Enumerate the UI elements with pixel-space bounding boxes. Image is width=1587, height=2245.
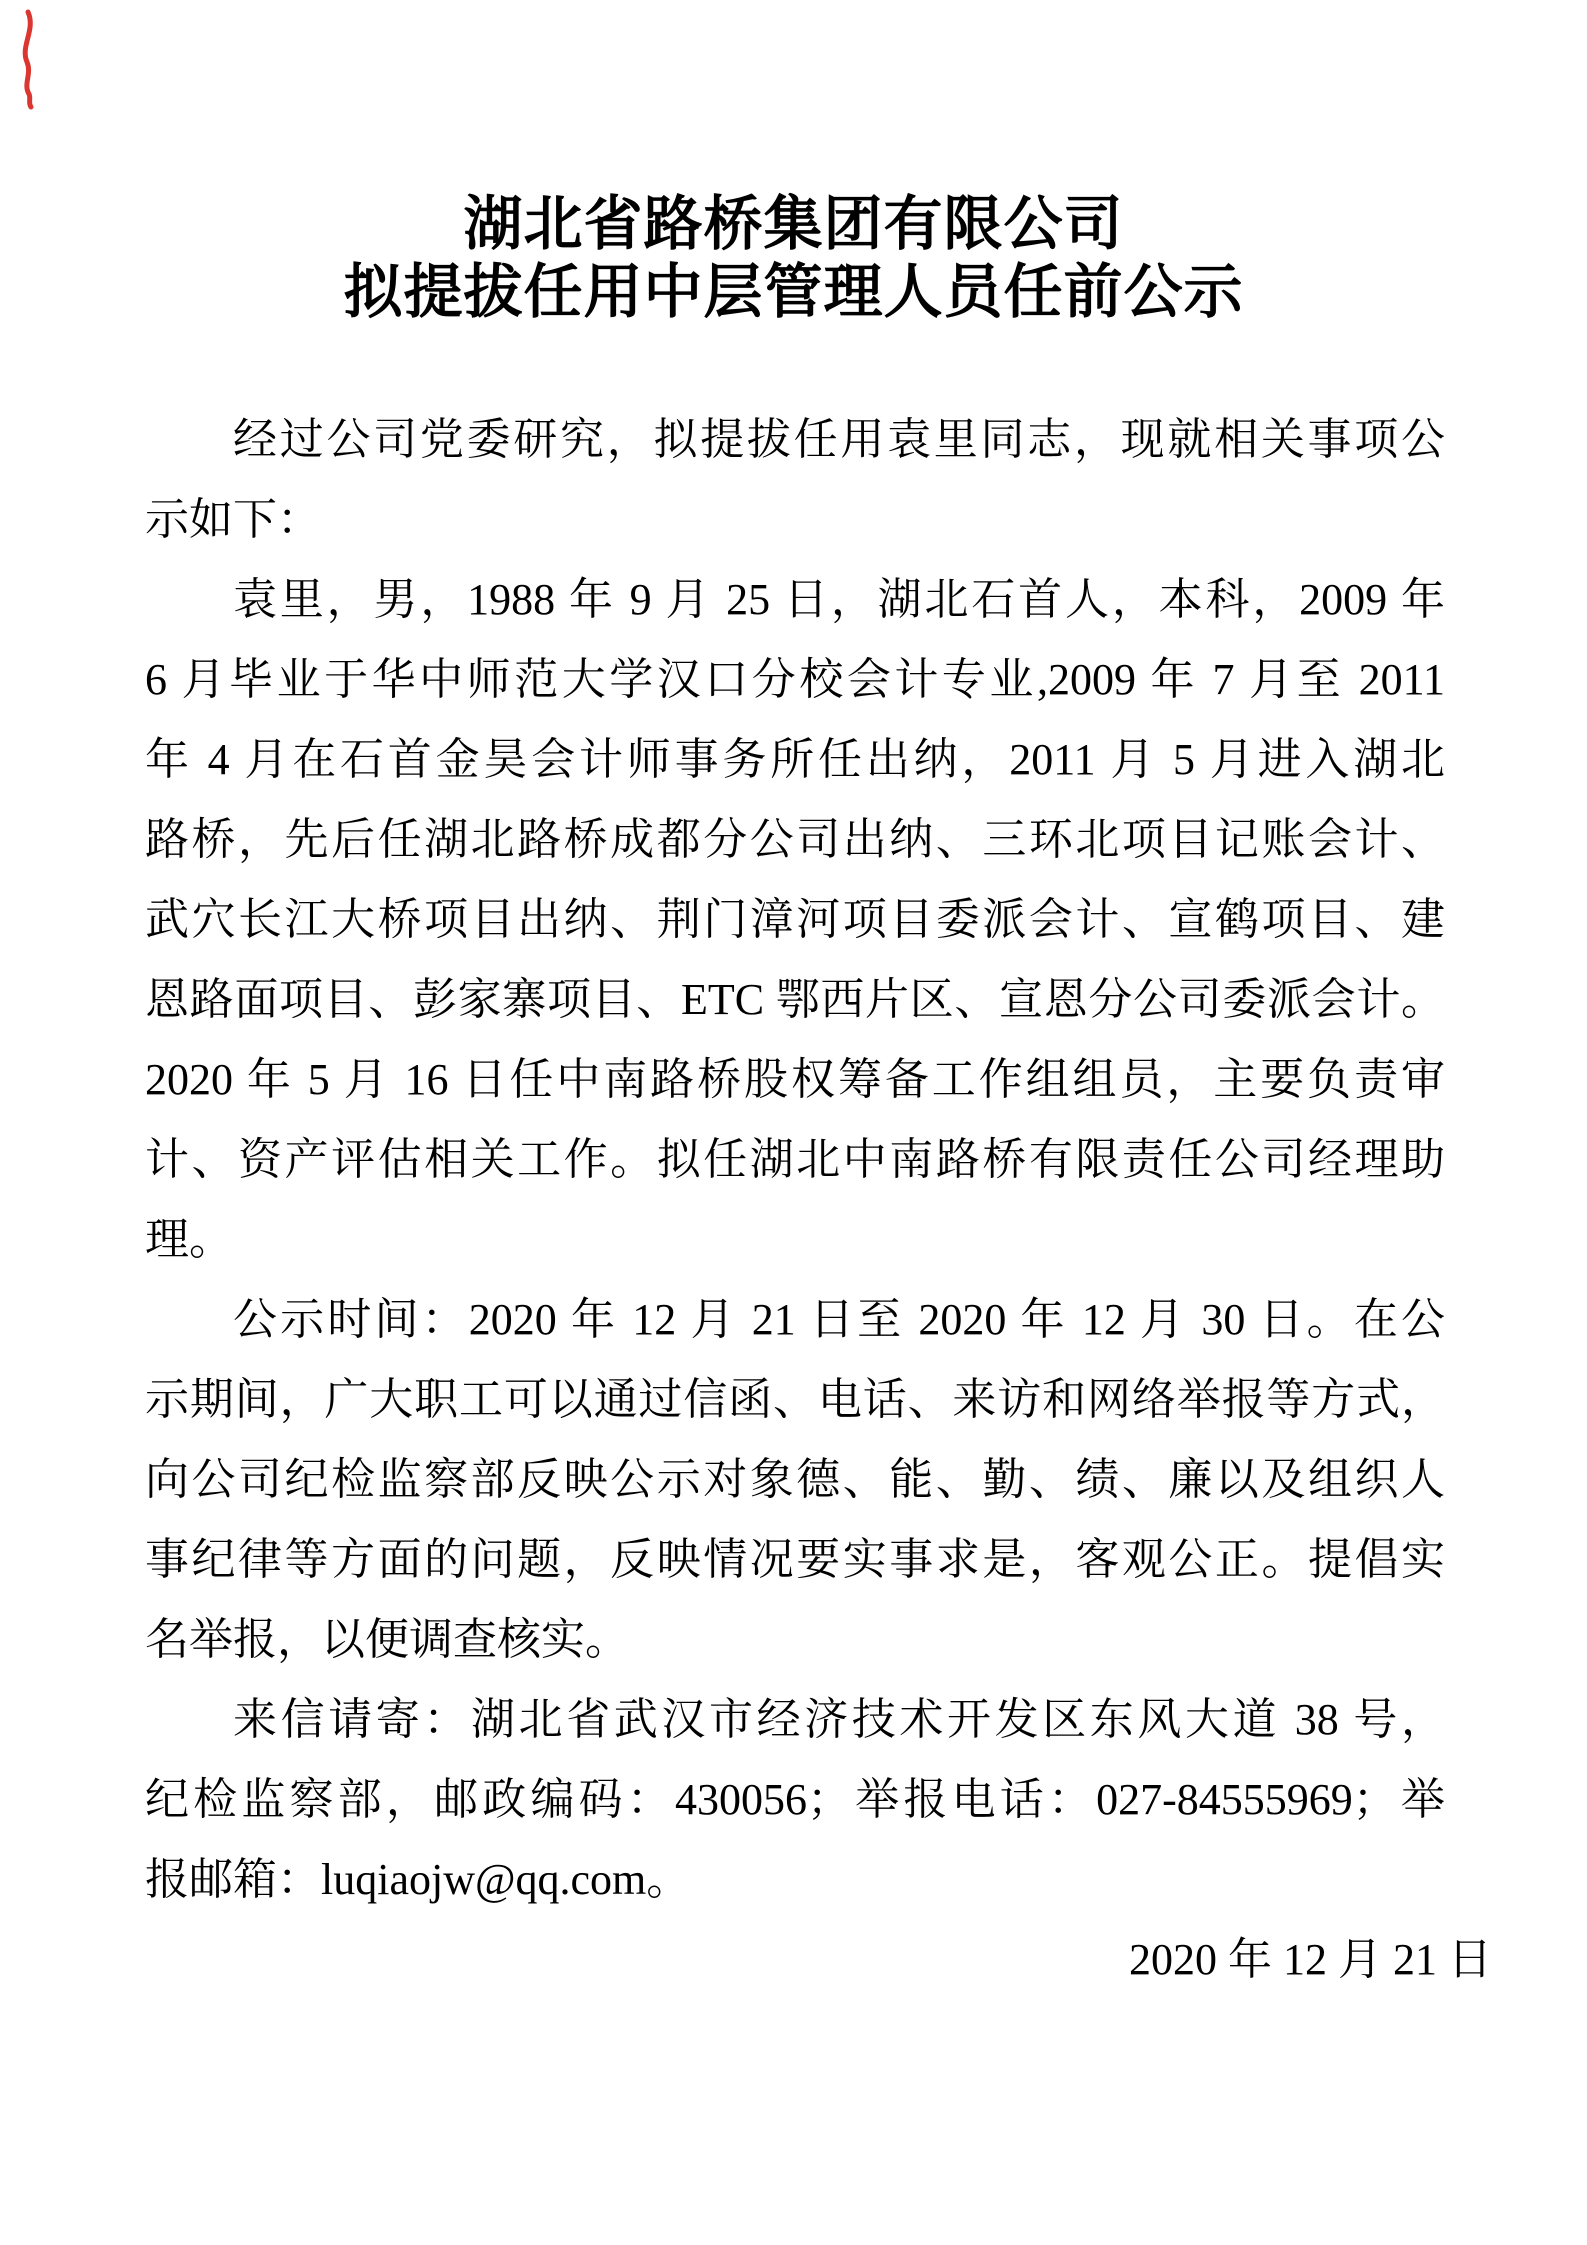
text-line: 计、资产评估相关工作。拟任湖北中南路桥有限责任公司经理助 <box>145 1135 1445 1184</box>
text-line: 年 4 月在石首金昊会计师事务所任出纳，2011 月 5 月进入湖北 <box>145 735 1445 784</box>
text-line: 事纪律等方面的问题，反映情况要实事求是，客观公正。提倡实 <box>145 1535 1445 1584</box>
date-line: 2020 年 12 月 21 日 <box>1129 1935 1492 1984</box>
title-line-1: 湖北省路桥集团有限公司 <box>463 191 1124 257</box>
text-line: 示如下： <box>145 495 321 544</box>
text-line: 公示时间：2020 年 12 月 21 日至 2020 年 12 月 30 日。在公 <box>233 1295 1445 1344</box>
text-line: 恩路面项目、彭家寨项目、ETC 鄂西片区、宣恩分公司委派会计。 <box>145 975 1445 1024</box>
text-line: 名举报，以便调查核实。 <box>145 1615 629 1664</box>
text-line: 武穴长江大桥项目出纳、荆门漳河项目委派会计、宣鹤项目、建 <box>145 895 1445 944</box>
text-line: 6 月毕业于华中师范大学汉口分校会计专业,2009 年 7 月至 2011 <box>145 655 1445 704</box>
text-line: 来信请寄：湖北省武汉市经济技术开发区东风大道 38 号， <box>233 1695 1445 1744</box>
text-line: 路桥，先后任湖北路桥成都分公司出纳、三环北项目记账会计、 <box>145 815 1445 864</box>
page-title <box>0 0 1587 326</box>
text-line: 经过公司党委研究，拟提拔任用袁里同志，现就相关事项公 <box>233 415 1445 464</box>
title-line-2: 拟提拔任用中层管理人员任前公示 <box>343 259 1244 325</box>
text-line: 理。 <box>145 1215 233 1264</box>
text-line: 袁里，男，1988 年 9 月 25 日，湖北石首人，本科，2009 年 <box>233 575 1445 624</box>
text-line: 报邮箱：luqiaojw@qq.com。 <box>145 1855 691 1904</box>
text-line: 示期间，广大职工可以通过信函、电话、来访和网络举报等方式， <box>145 1375 1445 1424</box>
document-body <box>145 400 1445 1920</box>
text-line: 向公司纪检监察部反映公示对象德、能、勤、绩、廉以及组织人 <box>145 1455 1445 1504</box>
text-line: 纪检监察部，邮政编码：430056；举报电话：027-84555969；举 <box>145 1775 1445 1824</box>
text-line: 2020 年 5 月 16 日任中南路桥股权筹备工作组组员，主要负责审 <box>145 1055 1445 1104</box>
